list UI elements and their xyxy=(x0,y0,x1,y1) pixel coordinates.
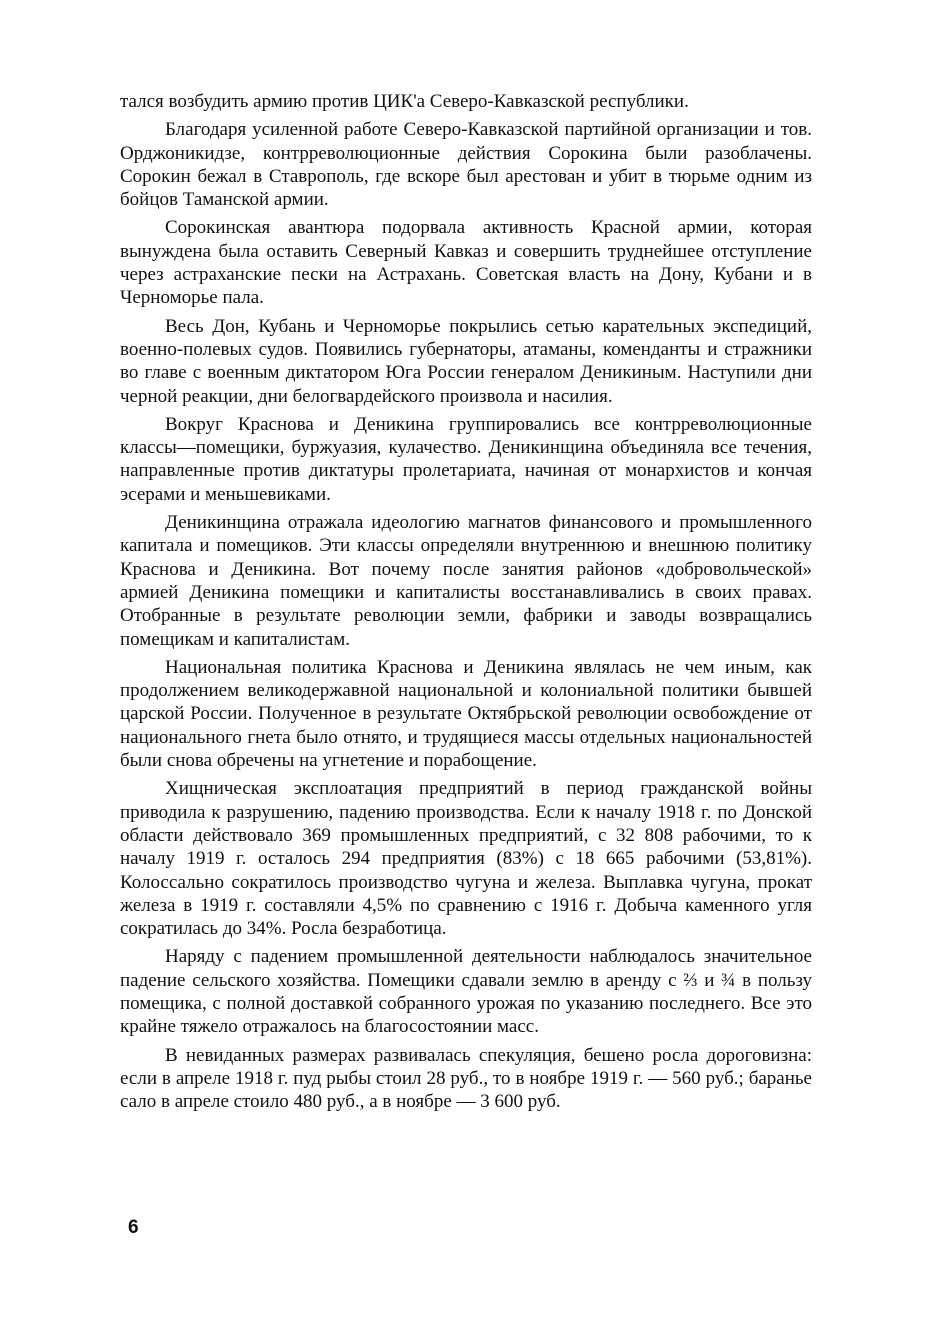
paragraph: Благодаря усиленной работе Северо-Кавказской партийной организации и тов. Орджоникидзе, контрреволюционные действия Сорокина были разоблачены. Сорокин бежал в Ставрополь, где вскоре был арестован и убит в тюрьме одним из бойцов Таманской армии. xyxy=(120,119,812,211)
paragraph: Хищническая эксплоатация предприятий в период гражданской войны приводила к разрушению, падению производства. Если к началу 1918 г. по Донской области действовало 369 промышленных предприятий, с 32 808 рабочими, то к началу 1919 г. осталось 294 предприятия (83%) с 18 665 рабочими (53,81%). Колоссально сократилось производство чугуна и железа. Выплавка чугуна, прокат железа в 1919 г. составляли 4,5% по сравнению с 1916 г. Добыча каменного угля сократилась до 34%. Росла безработица. xyxy=(120,778,812,940)
paragraph: Вокруг Краснова и Деникина группировались все контрреволюционные классы—помещики, буржуазия, кулачество. Деникинщина объединяла все течения, направленные против диктатуры пролетариата, начиная от монархистов и кончая эсерами и меньшевиками. xyxy=(120,413,812,505)
paragraph: Сорокинская авантюра подорвала активность Красной армии, которая вынуждена была оставить Северный Кавказ и совершить труднейшее отступление через астраханские пески на Астрахань. Советская власть на Дону, Кубани и в Черноморье пала. xyxy=(120,217,812,309)
paragraph: В невиданных размерах развивалась спекуляция, бешено росла дороговизна: если в апреле 1918 г. пуд рыбы стоил 28 руб., то в ноябре 1919 г. — 560 руб.; баранье сало в апреле стоило 480 руб., а в ноябре — 3 600 руб. xyxy=(120,1044,812,1113)
paragraph: Наряду с падением промышленной деятельности наблюдалось значительное падение сельского хозяйства. Помещики сдавали землю в аренду с ⅔ и ¾ в пользу помещика, с полной доставкой собранного урожая по указанию последнего. Все это крайне тяжело отражалось на благосостоянии масс. xyxy=(120,946,812,1038)
paragraph: Деникинщина отражала идеологию магнатов финансового и промышленного капитала и помещиков. Эти классы определяли внутреннюю и внешнюю политику Краснова и Деникина. Вот почему после занятия районов «добровольческой» армией Деникина помещики и капиталисты восстанавливались в своих правах. Отобранные в результате революции земли, фабрики и заводы возвращались помещикам и капиталистам. xyxy=(120,512,812,650)
page-number: 6 xyxy=(128,1217,139,1238)
paragraph: Весь Дон, Кубань и Черноморье покрылись сетью карательных экспедиций, военно-полевых судов. Появились губернаторы, атаманы, коменданты и стражники во главе с военным диктатором Юга России генералом Деникиным. Наступили дни черной реакции, дни белогвардейского произвола и насилия. xyxy=(120,315,812,407)
paragraph: тался возбудить армию против ЦИК'а Северо-Кавказской республики. xyxy=(120,91,689,112)
body-text xyxy=(120,90,812,1118)
paragraph: Национальная политика Краснова и Деникина являлась не чем иным, как продолжением великодержавной национальной и колониальной политики бывшей царской России. Полученное в результате Октябрьской революции освобождение от национального гнета было отнято, и трудящиеся массы отдельных национальностей были снова обречены на угнетение и порабощение. xyxy=(120,656,812,772)
